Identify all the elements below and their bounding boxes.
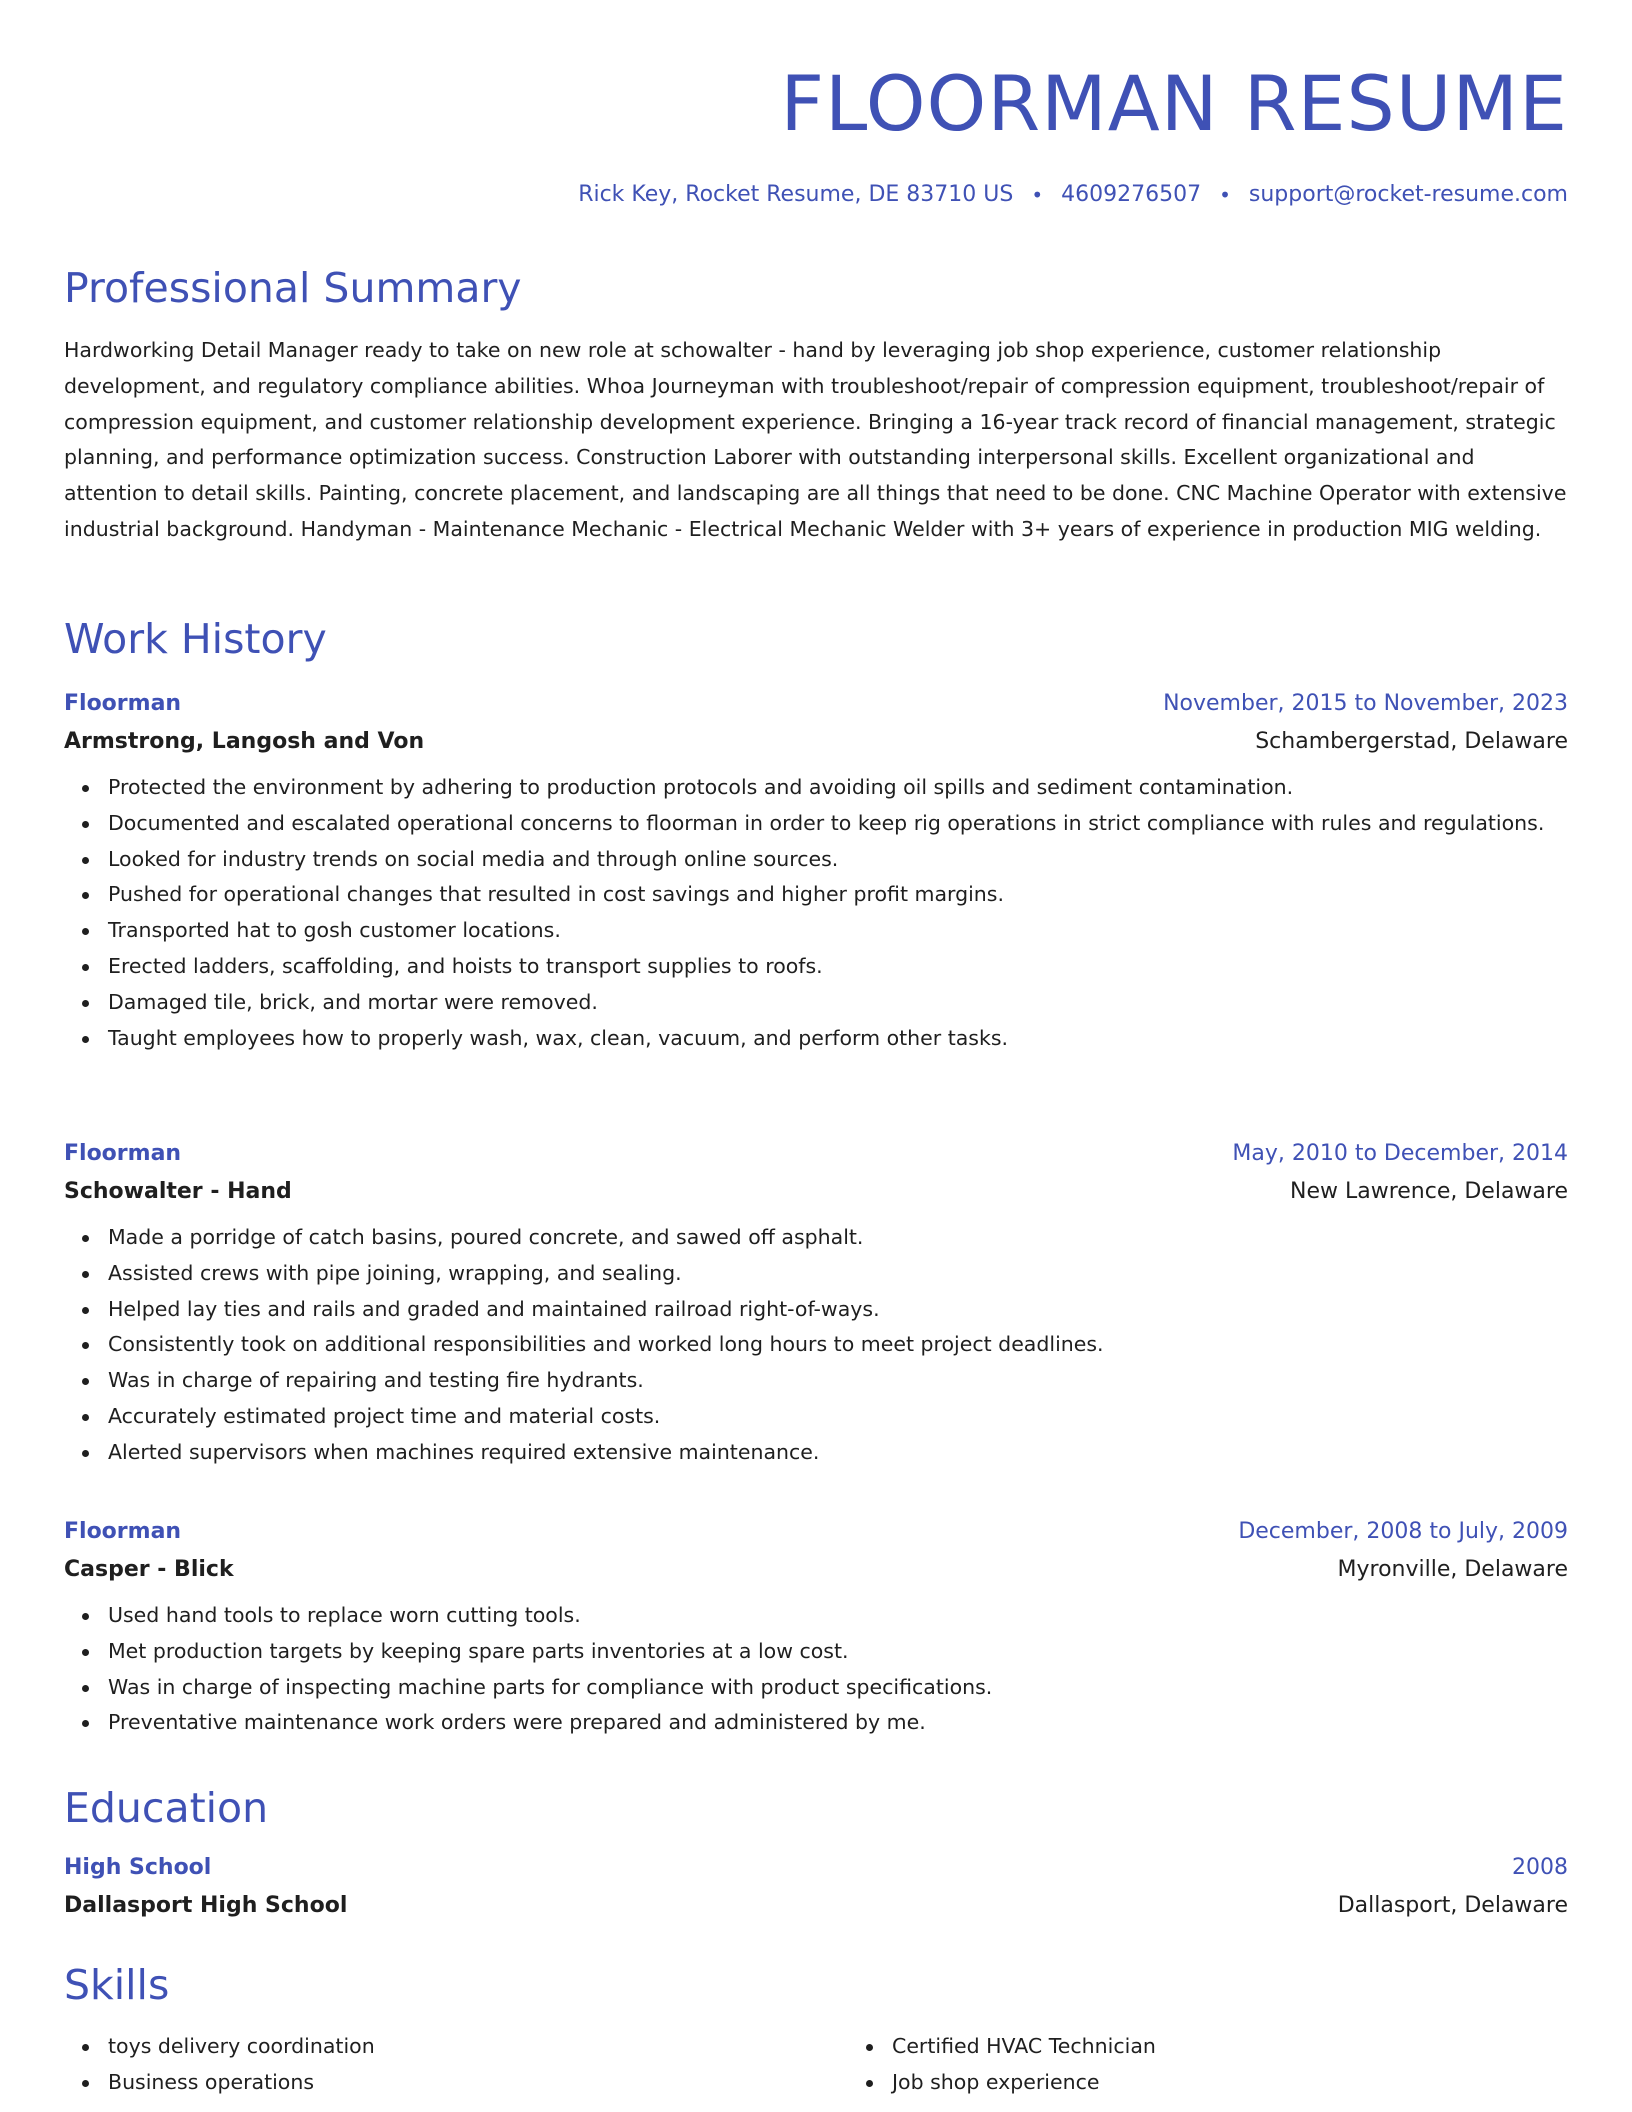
job-title-row — [64, 1136, 1568, 1172]
education-degree: High School — [64, 1855, 212, 1880]
work-history-heading: Work History — [64, 615, 327, 663]
job-bullet: Met production targets by keeping spare parts inventories at a low cost. — [108, 1634, 1568, 1670]
skills-column-left — [64, 2029, 848, 2101]
job-company: Casper - Blick — [64, 1557, 234, 1582]
education-location: Dallasport, Delaware — [1337, 1893, 1568, 1918]
job-title: Floorman — [64, 691, 182, 716]
job-bullet: Damaged tile, brick, and mortar were removed. — [108, 985, 1568, 1021]
job-dates: December, 2008 to July, 2009 — [1238, 1519, 1568, 1544]
education-heading: Education — [64, 1784, 269, 1832]
contact-email: support@rocket-resume.com — [1248, 182, 1568, 207]
job-location: Schambergerstad, Delaware — [1255, 729, 1568, 754]
summary-text: Hardworking Detail Manager ready to take on new role at schowalter - hand by leveraging job shop experience, customer relationship development, and regulatory compliance abilities. Whoa Journeyman with troubleshoot/repair of compression equipment, troubleshoot/repair of compression equipment, and customer relationship development experience. Bringing a 16-year track record of financial management, strategic planning, and performance optimization success. Construction Laborer with outstanding interpersonal skills. Excellent organizational and attention to detail skills. Painting, concrete placement, and landscaping are all things that need to be done. CNC Machine Operator with extensive industrial background. Handyman - Maintenance Mechanic - Electrical Mechanic Welder with 3+ years of experience in production MIG welding. — [64, 338, 1567, 541]
job-company-row — [64, 1550, 1568, 1590]
job-location: Myronville, Delaware — [1337, 1557, 1568, 1582]
skills-heading: Skills — [64, 1961, 170, 2009]
job-bullet: Made a porridge of catch basins, poured concrete, and sawed off asphalt. — [108, 1220, 1568, 1256]
job-dates: November, 2015 to November, 2023 — [1163, 691, 1568, 716]
job-dates: May, 2010 to December, 2014 — [1232, 1141, 1568, 1166]
job-bullet: Erected ladders, scaffolding, and hoists to transport supplies to roofs. — [108, 949, 1568, 985]
job-bullet: Looked for industry trends on social media and through online sources. — [108, 842, 1568, 878]
education-school-row — [64, 1886, 1568, 1926]
education-school: Dallasport High School — [64, 1893, 348, 1918]
skill-item: Job shop experience — [892, 2065, 1632, 2101]
job-entry — [64, 1514, 1568, 1741]
contact-address: Rick Key, Rocket Resume, DE 83710 US — [578, 182, 1014, 207]
job-bullet: Was in charge of repairing and testing fire hydrants. — [108, 1363, 1568, 1399]
skill-item: Certified HVAC Technician — [892, 2029, 1632, 2065]
job-bullet: Documented and escalated operational concerns to floorman in order to keep rig operations in strict compliance with rules and regulations. — [108, 806, 1568, 842]
job-company-row — [64, 1172, 1568, 1212]
summary-heading: Professional Summary — [64, 264, 522, 312]
job-bullet: Used hand tools to replace worn cutting tools. — [108, 1598, 1568, 1634]
job-entry — [64, 686, 1568, 1056]
job-title-row — [64, 1514, 1568, 1550]
job-bullets — [64, 1598, 1568, 1741]
job-location: New Lawrence, Delaware — [1289, 1179, 1568, 1204]
job-bullet: Preventative maintenance work orders were prepared and administered by me. — [108, 1705, 1568, 1741]
contact-separator: • — [1219, 182, 1231, 207]
resume-header — [64, 0, 1568, 150]
job-company-row — [64, 722, 1568, 762]
job-title: Floorman — [64, 1141, 182, 1166]
job-bullet: Was in charge of inspecting machine parts for compliance with product specifications. — [108, 1670, 1568, 1706]
resume-name: FLOORMAN RESUME — [780, 59, 1568, 148]
job-bullet: Transported hat to gosh customer locations. — [108, 913, 1568, 949]
job-bullet: Consistently took on additional responsibilities and worked long hours to meet project deadlines. — [108, 1327, 1568, 1363]
education-year: 2008 — [1512, 1855, 1568, 1880]
job-bullet: Accurately estimated project time and material costs. — [108, 1399, 1568, 1435]
job-title: Floorman — [64, 1519, 182, 1544]
education-degree-row — [64, 1850, 1568, 1886]
skill-item: Business operations — [108, 2065, 848, 2101]
skills-list — [64, 2029, 1568, 2101]
job-bullet: Pushed for operational changes that resulted in cost savings and higher profit margins. — [108, 877, 1568, 913]
contact-line — [578, 182, 1568, 207]
skill-item: toys delivery coordination — [108, 2029, 848, 2065]
contact-phone: 4609276507 — [1061, 182, 1202, 207]
job-bullet: Assisted crews with pipe joining, wrapping, and sealing. — [108, 1256, 1568, 1292]
job-company: Armstrong, Langosh and Von — [64, 729, 425, 754]
education-entry — [64, 1850, 1568, 1926]
job-title-row — [64, 686, 1568, 722]
job-bullet: Taught employees how to properly wash, wax, clean, vacuum, and perform other tasks. — [108, 1021, 1568, 1057]
job-bullet: Helped lay ties and rails and graded and maintained railroad right-of-ways. — [108, 1292, 1568, 1328]
job-bullet: Protected the environment by adhering to production protocols and avoiding oil spills and sediment contamination. — [108, 770, 1568, 806]
skills-column-right — [848, 2029, 1632, 2101]
job-company: Schowalter - Hand — [64, 1179, 292, 1204]
job-bullets — [64, 770, 1568, 1056]
job-entry — [64, 1136, 1568, 1471]
job-bullet: Alerted supervisors when machines required extensive maintenance. — [108, 1435, 1568, 1471]
job-bullets — [64, 1220, 1568, 1471]
contact-separator: • — [1031, 182, 1044, 207]
